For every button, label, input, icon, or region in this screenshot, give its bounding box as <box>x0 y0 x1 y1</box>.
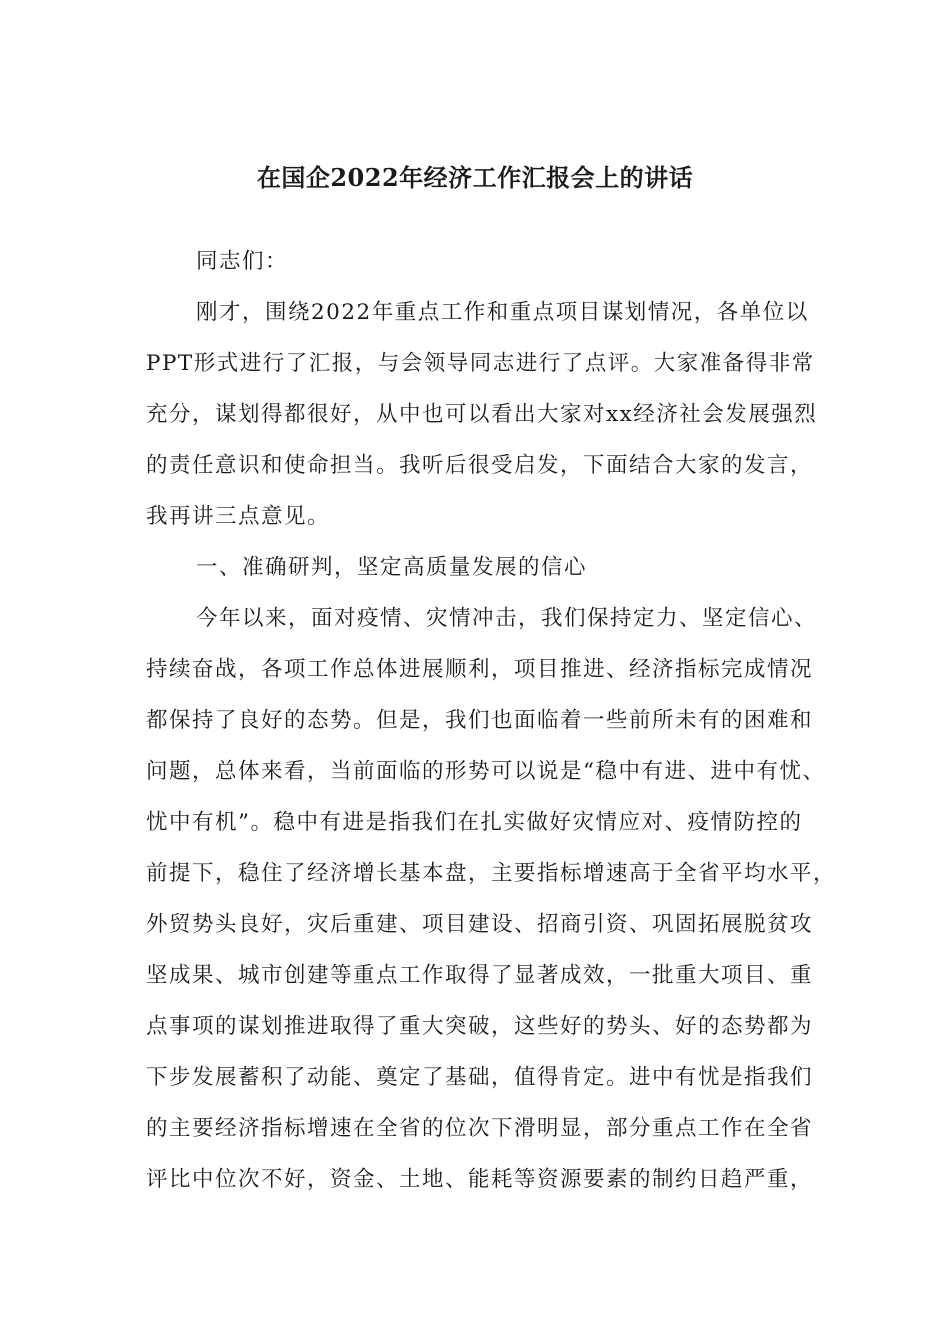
paragraph-line: 充分，谋划得都很好，从中也可以看出大家对xx经济社会发展强烈 <box>146 402 818 427</box>
paragraph-line: 持续奋战，各项工作总体进展顺利，项目推进、经济指标完成情况 <box>146 657 814 682</box>
paragraph-line: 前提下，稳住了经济增长基本盘，主要指标增速高于全省平均水平， <box>146 861 837 886</box>
paragraph-line: 都保持了良好的态势。但是，我们也面临着一些前所未有的困难和 <box>146 708 814 733</box>
paragraph-line: 评比中位次不好，资金、土地、能耗等资源要素的制约日趋严重， <box>146 1167 814 1192</box>
paragraph-line: 坚成果、城市创建等重点工作取得了显著成效，一批重大项目、重 <box>146 963 814 988</box>
paragraph-line: 点事项的谋划推进取得了重大突破，这些好的势头、好的态势都为 <box>146 1014 814 1039</box>
paragraph-line: 问题，总体来看，当前面临的形势可以说是“稳中有进、进中有忧、 <box>146 759 826 784</box>
paragraph-line: 下步发展蓄积了动能、奠定了基础，值得肯定。进中有忧是指我们 <box>146 1065 814 1090</box>
paragraph-line: 今年以来，面对疫情、灾情冲击，我们保持定力、坚定信心、 <box>196 606 818 631</box>
paragraph-line: 的主要经济指标增速在全省的位次下滑明显，部分重点工作在全省 <box>146 1116 814 1141</box>
paragraph-line: 我再讲三点意见。 <box>146 504 331 529</box>
document-body <box>146 236 837 1205</box>
document-title: 在国企2022年经济工作汇报会上的讲话 <box>256 163 694 192</box>
paragraph-line: 外贸势头良好，灾后重建、项目建设、招商引资、巩固拓展脱贫攻 <box>146 912 814 937</box>
salutation: 同志们： <box>196 249 289 274</box>
paragraph-line: 的责任意识和使命担当。我听后很受启发，下面结合大家的发言， <box>146 453 814 478</box>
section-heading: 一、准确研判，坚定高质量发展的信心 <box>196 555 588 580</box>
paragraph-line: 忧中有机”。稳中有进是指我们在扎实做好灾情应对、疫情防控的 <box>146 810 803 835</box>
paragraph-line: PPT形式进行了汇报，与会领导同志进行了点评。大家准备得非常 <box>146 351 815 376</box>
paragraph-line: 刚才，围绕2022年重点工作和重点项目谋划情况，各单位以 <box>196 300 809 325</box>
